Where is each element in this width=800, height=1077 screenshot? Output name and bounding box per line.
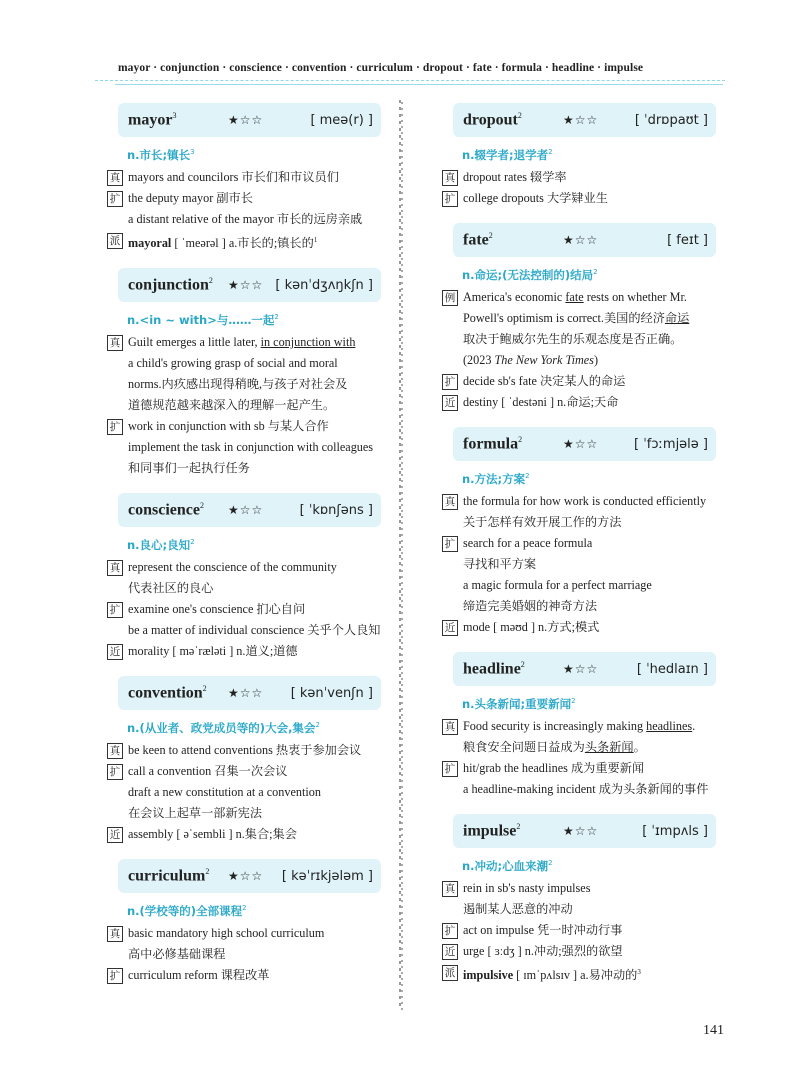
entry-conjunction xyxy=(105,268,375,479)
example-line: 高中必修基础课程 xyxy=(128,947,226,962)
example-line: 真 be keen to attend conventions 热衷于参加会议 xyxy=(105,740,375,761)
example-line: 取决于鲍威尔先生的乐观态度是否正确。 xyxy=(463,332,683,346)
part-of-speech: n.命运;(无法控制的)结局$^2$ xyxy=(462,268,598,282)
example-line: 真 mayors and councilors 市长们和市议员们 xyxy=(105,167,375,188)
headword: dropout$^2$ xyxy=(463,110,522,129)
example-line: 扩 call a convention 召集一次会议 xyxy=(105,761,375,782)
example-line: 派 impulsive [ ɪmˈpʌlsɪv ] a.易冲动的$^3$ xyxy=(440,962,710,986)
tag-icon: 真 xyxy=(107,170,123,186)
entry-curriculum xyxy=(105,859,375,986)
entry-fate xyxy=(440,223,710,413)
example-line: 遏制某人恶意的冲动 xyxy=(463,902,573,916)
star-rating: ★☆☆ xyxy=(228,502,264,517)
example-line: 扩 work in conjunction with sb 与某人合作 xyxy=(105,416,375,437)
example-line: 粮食安全问题日益成为头条新闻。 xyxy=(463,740,646,754)
phonetic: [ ˈhedlaɪn ] xyxy=(636,661,708,677)
star-rating: ★☆☆ xyxy=(563,112,599,127)
example-line: 派 mayoral [ ˈmeərəl ] a.市长的;镇长的$^1$ xyxy=(105,230,375,254)
tag-icon: 真 xyxy=(442,881,458,897)
part-of-speech: n.冲动;心血来潮$^2$ xyxy=(462,859,553,873)
star-rating: ★☆☆ xyxy=(563,232,599,247)
headword: headline$^2$ xyxy=(463,659,525,678)
example-line: implement the task in conjunction with colleagues xyxy=(128,440,374,455)
tag-icon: 真 xyxy=(107,335,123,351)
tag-icon: 真 xyxy=(107,560,123,576)
example-line: 近 morality [ məˈræləti ] n.道义;道德 xyxy=(105,641,375,662)
headword: fate$^2$ xyxy=(463,230,493,249)
example-line: 真 rein in sb's nasty impulses xyxy=(440,878,710,899)
example-line: 扩 decide sb's fate 决定某人的命运 xyxy=(440,371,710,392)
entry-headline xyxy=(440,652,710,800)
headword-box xyxy=(453,223,716,257)
tag-icon: 扩 xyxy=(107,191,123,207)
headword: curriculum$^2$ xyxy=(128,866,210,885)
example-line: 近 mode [ məʊd ] n.方式;模式 xyxy=(440,617,710,638)
headword: mayor$^3$ xyxy=(128,110,177,129)
example-line: be a matter of individual conscience 关乎个人良知 xyxy=(128,623,381,638)
example-line: 扩 hit/grab the headlines 成为重要新闻 xyxy=(440,758,710,779)
part-of-speech: n.(学校等的)全部课程$^2$ xyxy=(127,904,247,919)
part-of-speech: n.头条新闻;重要新闻$^2$ xyxy=(462,697,576,711)
tag-icon: 真 xyxy=(107,926,123,942)
part-of-speech: n.<in ~ with>与……一起$^2$ xyxy=(127,313,279,328)
example-line: 寻找和平方案 xyxy=(463,557,537,571)
part-of-speech: n.市长;镇长$^3$ xyxy=(127,148,195,162)
example-line: 扩 curriculum reform 课程改革 xyxy=(105,965,375,986)
example-line: 例 America's economic fate rests on whether Mr. xyxy=(440,287,710,308)
headword-box xyxy=(118,676,381,710)
phonetic: [ ˈfɔːmjələ ] xyxy=(634,436,708,452)
header-rule xyxy=(95,80,725,81)
example-line: 真 Food security is increasingly making headlines. xyxy=(440,716,710,737)
example-line: 近 assembly [ əˈsembli ] n.集合;集会 xyxy=(105,824,375,845)
headword-box xyxy=(118,103,381,137)
phonetic: [ meə(r) ] xyxy=(310,112,373,128)
tag-icon: 近 xyxy=(107,644,123,660)
headword: formula$^2$ xyxy=(463,434,523,453)
part-of-speech: n.方法;方案$^2$ xyxy=(462,472,530,486)
headword-box xyxy=(118,859,381,893)
example-line: 扩 college dropouts 大学肄业生 xyxy=(440,188,710,209)
example-line: a child's growing grasp of social and moral xyxy=(128,356,338,371)
phonetic: [ ˈɪmpʌls ] xyxy=(642,823,708,839)
part-of-speech: n.良心;良知$^2$ xyxy=(127,538,195,553)
tag-icon: 扩 xyxy=(442,923,458,939)
headword-box xyxy=(453,652,716,686)
example-line: 真 dropout rates 辍学率 xyxy=(440,167,710,188)
phonetic: [ kənˈdʒʌŋkʃn ] xyxy=(275,277,373,293)
entry-formula xyxy=(440,427,710,638)
star-rating: ★☆☆ xyxy=(228,685,264,700)
tag-icon: 真 xyxy=(107,743,123,759)
tag-icon: 例 xyxy=(442,290,458,306)
tag-icon: 派 xyxy=(107,233,123,249)
example-line: a magic formula for a perfect marriage xyxy=(463,578,652,592)
entry-impulse xyxy=(440,814,710,986)
tag-icon: 近 xyxy=(442,620,458,636)
example-line: 和同事们一起执行任务 xyxy=(128,461,250,476)
example-line: 真 Guilt emerges a little later, in conjunction with xyxy=(105,332,375,353)
example-line: 扩 act on impulse 凭一时冲动行事 xyxy=(440,920,710,941)
headword: conscience$^2$ xyxy=(128,500,204,519)
example-line: 近 destiny [ ˈdestəni ] n.命运;天命 xyxy=(440,392,710,413)
entry-convention xyxy=(105,676,375,845)
headword-box xyxy=(118,493,381,527)
tag-icon: 扩 xyxy=(442,374,458,390)
example-line: draft a new constitution at a convention xyxy=(128,785,321,800)
headword: convention$^2$ xyxy=(128,683,207,702)
star-rating: ★☆☆ xyxy=(228,112,264,127)
example-line: (2023 The New York Times) xyxy=(463,353,598,367)
headword-box xyxy=(118,268,381,302)
tag-icon: 真 xyxy=(442,494,458,510)
star-rating: ★☆☆ xyxy=(563,661,599,676)
tag-icon: 近 xyxy=(442,395,458,411)
entry-dropout xyxy=(440,103,710,209)
entry-conscience xyxy=(105,493,381,662)
example-line: 扩 examine one's conscience 扪心自问 xyxy=(105,599,375,620)
tag-icon: 扩 xyxy=(107,968,123,984)
example-line: 真 the formula for how work is conducted efficiently xyxy=(440,491,710,512)
column-divider-2 xyxy=(401,102,403,1010)
tag-icon: 扩 xyxy=(107,764,123,780)
header-rule-2 xyxy=(115,84,723,85)
phonetic: [ kəˈrɪkjələm ] xyxy=(281,868,373,884)
star-rating: ★☆☆ xyxy=(563,436,599,451)
example-line: 关于怎样有效开展工作的方法 xyxy=(463,515,622,529)
phonetic: [ ˈkɒnʃəns ] xyxy=(299,502,373,518)
headword-box xyxy=(453,814,716,848)
example-line: 近 urge [ ɜːdʒ ] n.冲动;强烈的欲望 xyxy=(440,941,710,962)
example-line: 扩 search for a peace formula xyxy=(440,533,710,554)
example-line: 道德规范越来越深入的理解一起产生。 xyxy=(128,398,336,413)
tag-icon: 近 xyxy=(107,827,123,843)
example-line: 真 basic mandatory high school curriculum xyxy=(105,923,375,944)
tag-icon: 真 xyxy=(442,170,458,186)
example-line: 真 represent the conscience of the community xyxy=(105,557,375,578)
running-header: mayor · conjunction · conscience · convention · curriculum · dropout · fate · formula · headline · impulse xyxy=(118,62,644,74)
entry-mayor xyxy=(105,103,375,254)
example-line: a distant relative of the mayor 市长的远房亲戚 xyxy=(128,212,363,226)
tag-icon: 扩 xyxy=(107,602,123,618)
tag-icon: 扩 xyxy=(107,419,123,435)
phonetic: [ feɪt ] xyxy=(667,232,708,248)
example-line: 代表社区的良心 xyxy=(128,581,214,596)
headword: impulse$^2$ xyxy=(463,821,521,840)
star-rating: ★☆☆ xyxy=(228,868,264,883)
tag-icon: 扩 xyxy=(442,761,458,777)
right-column xyxy=(440,103,710,1000)
phonetic: [ kənˈvenʃn ] xyxy=(290,685,373,701)
tag-icon: 派 xyxy=(442,965,458,981)
headword-box xyxy=(453,103,716,137)
example-line: Powell's optimism is correct.美国的经济命运 xyxy=(463,311,690,325)
part-of-speech: n.(从业者、政党成员等的)大会,集会$^2$ xyxy=(127,721,320,736)
example-line: 在会议上起草一部新宪法 xyxy=(128,806,263,821)
star-rating: ★☆☆ xyxy=(228,277,264,292)
page-number: 141 xyxy=(703,1023,724,1038)
example-line: 扩 the deputy mayor 副市长 xyxy=(105,188,375,209)
example-line: 缔造完美婚姻的神奇方法 xyxy=(463,599,598,613)
star-rating: ★☆☆ xyxy=(563,823,599,838)
headword: conjunction$^2$ xyxy=(128,275,213,294)
example-line: norms.内疚感出现得稍晚,与孩子对社会及 xyxy=(128,377,348,392)
part-of-speech: n.辍学者;退学者$^2$ xyxy=(462,148,553,162)
tag-icon: 扩 xyxy=(442,536,458,552)
tag-icon: 近 xyxy=(442,944,458,960)
left-column xyxy=(105,103,381,1000)
tag-icon: 真 xyxy=(442,719,458,735)
tag-icon: 扩 xyxy=(442,191,458,207)
example-line: a headline-making incident 成为头条新闻的事件 xyxy=(463,782,709,796)
phonetic: [ ˈdrɒpaʊt ] xyxy=(634,112,708,128)
headword-box xyxy=(453,427,716,461)
